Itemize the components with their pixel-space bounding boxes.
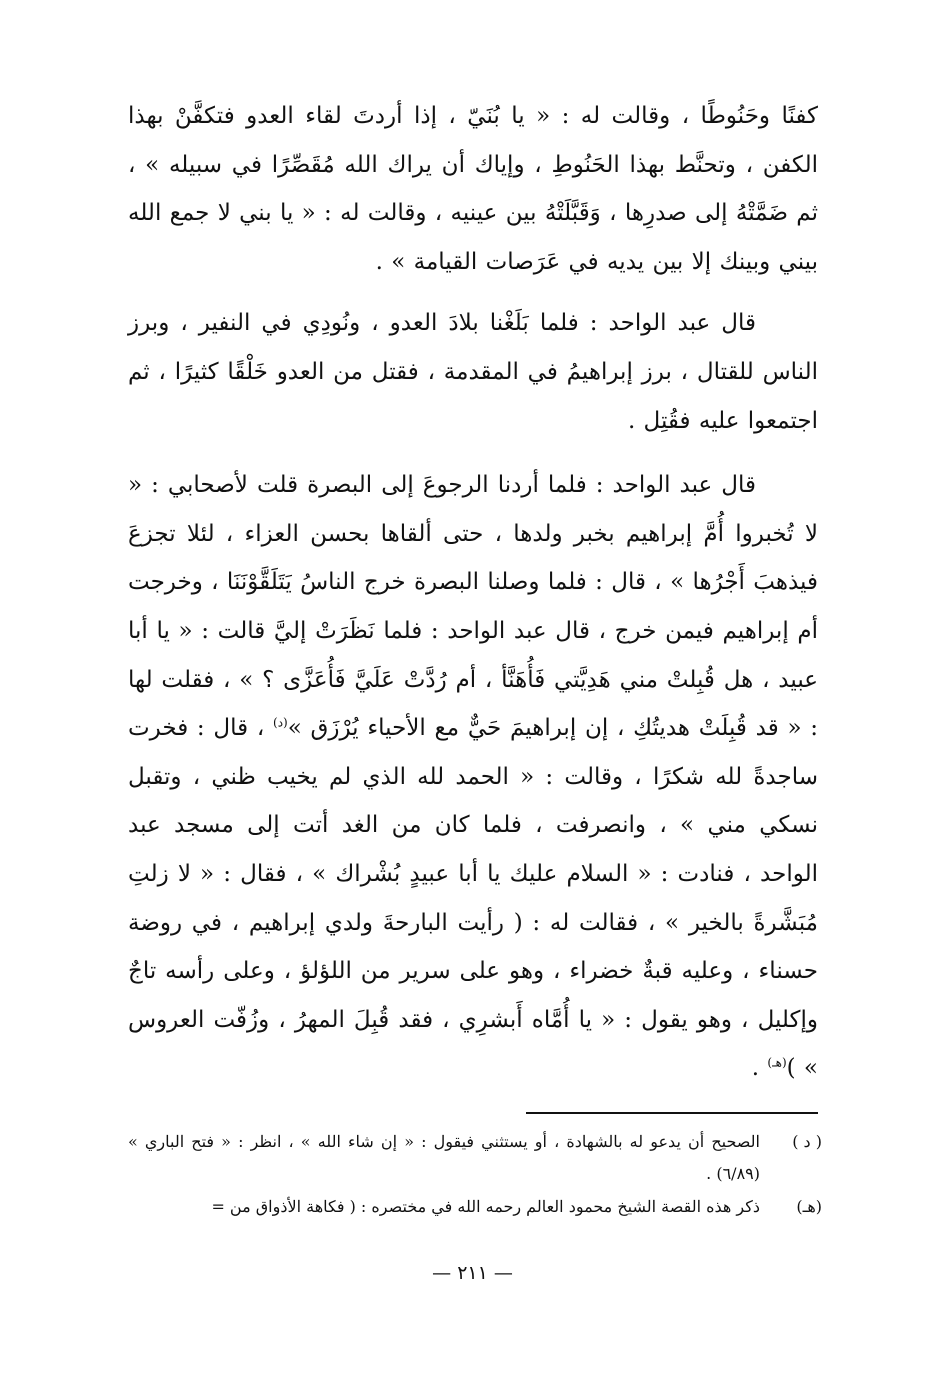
paragraph-1: [128, 92, 818, 286]
footnote-h: [128, 1191, 822, 1223]
footnotes: [128, 1126, 822, 1224]
footnote-text: الصحيح أن يدعو له بالشهادة ، أو يستثني فيقول : « إن شاء الله » ، انظر : « فتح الباري » (٦/٨٩) .: [128, 1132, 760, 1183]
footnote-separator: [526, 1112, 818, 1114]
footnote-marker: ( د ): [792, 1132, 822, 1151]
paragraph-2: [128, 299, 818, 445]
main-text: [128, 92, 818, 1093]
footnote-d: [128, 1126, 822, 1190]
paragraph-2-text: قال عبد الواحد : فلما بَلَغْنا بلادَ العدو ، ونُودِي في النفير ، وبرز الناس للقتال ، برز إبراهيمُ في المقدمة ، فقتل من العدو خَلْقًا كثيرًا ، ثم اجتمعوا عليه فقُتِل .: [128, 310, 818, 434]
paragraph-3-end: .: [751, 1055, 768, 1082]
footnote-marker: (هـ): [796, 1197, 822, 1216]
footnote-ref-d: (د): [273, 715, 288, 730]
footnote-ref-h: (هـ): [767, 1055, 787, 1070]
paragraph-3: [128, 461, 818, 1093]
page-number: — ٢١١ —: [432, 1262, 513, 1284]
paragraph-3-text-a: قال عبد الواحد : فلما أردنا الرجوعَ إلى البصرة قلت لأصحابي : « لا تُخبروا أُمَّ إبراهيم بخبر ولدها ، حتى ألقاها بحسن العزاء ، لئلا تجزعَ فيذهبَ أَجْرُها » ، قال : فلما وصلنا البصرة خرج الناسُ يَتَلَقَّوْنَنَا ، وخرجت أم إبراهيم فيمن خرج ، قال عبد الواحد : فلما نَظَرَتْ إليَّ قالت : « يا أبا عبيد ، هل قُبِلتْ مني هَدِيَّتي فَأُهَنَّأ ، أم رُدَّتْ عَلَيَّ فَأُعَزَّى ؟ » ، فقلت لها : « قد قُبِلَتْ هديتُكِ ، إن إبراهيمَ حَيٌّ مع الأحياء يُرْزَق »: [128, 472, 818, 742]
paragraph-1-text: كفنًا وحَنُوطًا ، وقالت له : « يا بُنَيّ ، إذا أردتَ لقاء العدو فتكفَّنْ بهذا الكفن ، وتحنَّط بهذا الحَنُوطِ ، وإياك أن يراك الله مُقَصِّرًا في سبيله » ، ثم ضَمَّتْهُ إلى صدرِها ، وَقَبَّلَتْهُ بين عينيه ، وقالت له : « يا بني لا جمع الله بيني وبينك إلا بين يديه في عَرَصات القيامة » .: [127, 103, 818, 275]
paragraph-3-text-b: ، قال : فخرت ساجدةً لله شكرًا ، وقالت : « الحمد لله الذي لم يخيب ظني ، وتقبل نسكي مني » ، وانصرفت ، فلما كان من الغد أتت إلى مسجد عبد الواحد ، فنادت : « السلام عليك يا أبا عبيدٍ بُشْراك » ، فقال : « لا زلتِ مُبَشَّرةً بالخير » ، فقالت له : ( رأيت البارحةَ ولدي إبراهيم ، في روضة حسناء ، وعليه قبةٌ خضراء ، وهو على سرير من اللؤلؤ ، وعلى رأسه تاجٌ وإكليل ، وهو يقول : « يا أُمَّاه أَبشرِي ، فقد قُبِلَ المهرُ ، وزُفّت العروس » ): [128, 715, 818, 1082]
footnote-text: ذكر هذه القصة الشيخ محمود العالم رحمه الله في مختصره : ( فكاهة الأذواق من =: [211, 1197, 760, 1216]
